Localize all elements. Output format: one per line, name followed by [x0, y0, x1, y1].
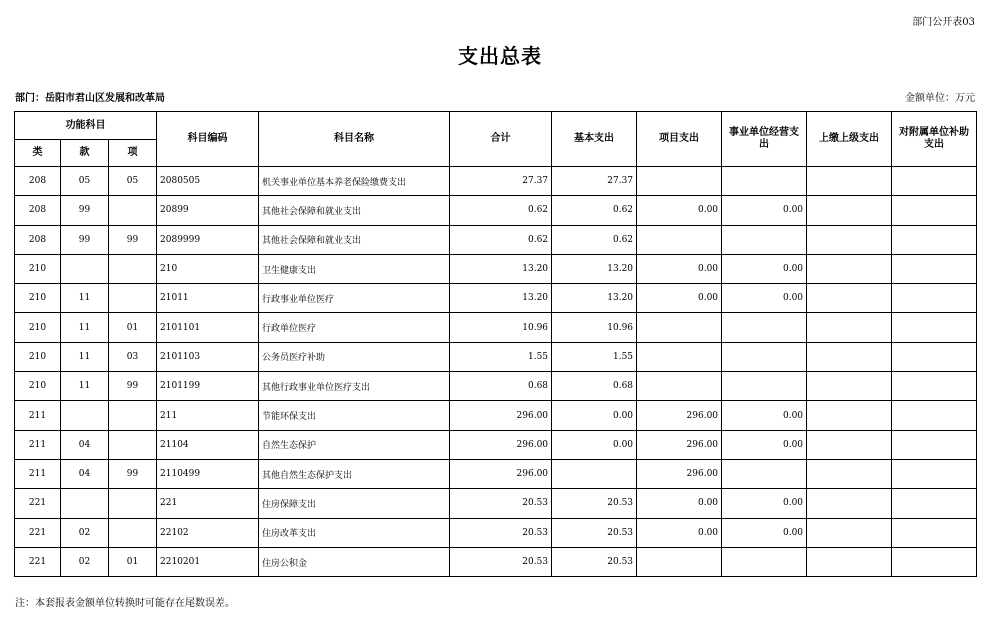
cell-upper — [807, 372, 892, 401]
cell-total: 20.53 — [450, 547, 552, 576]
cell-kuan: 99 — [61, 196, 109, 225]
cell-kuan: 05 — [61, 167, 109, 196]
table-row — [15, 342, 977, 371]
cell-code: 22102 — [157, 518, 259, 547]
cell-project: 0.00 — [637, 489, 722, 518]
header-row-1 — [15, 112, 977, 140]
col-header-xiang: 项 — [109, 140, 157, 167]
cell-basic: 0.00 — [552, 430, 637, 459]
table-row — [15, 518, 977, 547]
col-header-func-subject: 功能科目 — [15, 112, 157, 140]
cell-code: 20899 — [157, 196, 259, 225]
cell-total: 296.00 — [450, 430, 552, 459]
table-row — [15, 196, 977, 225]
cell-project: 0.00 — [637, 254, 722, 283]
cell-basic: 20.53 — [552, 547, 637, 576]
table-row — [15, 254, 977, 283]
cell-upper — [807, 284, 892, 313]
cell-lei: 211 — [15, 430, 61, 459]
cell-upper — [807, 167, 892, 196]
cell-subsidy — [892, 489, 977, 518]
cell-kuan: 04 — [61, 459, 109, 488]
cell-business — [722, 342, 807, 371]
cell-total: 0.62 — [450, 196, 552, 225]
cell-total: 0.68 — [450, 372, 552, 401]
cell-upper — [807, 547, 892, 576]
cell-code: 2101103 — [157, 342, 259, 371]
cell-total: 20.53 — [450, 489, 552, 518]
cell-name: 其他社会保障和就业支出 — [259, 196, 450, 225]
cell-business — [722, 225, 807, 254]
cell-kuan: 11 — [61, 342, 109, 371]
cell-name: 自然生态保护 — [259, 430, 450, 459]
table-row — [15, 167, 977, 196]
cell-code: 2089999 — [157, 225, 259, 254]
cell-basic: 0.62 — [552, 196, 637, 225]
cell-upper — [807, 430, 892, 459]
col-header-basic: 基本支出 — [552, 112, 637, 167]
cell-basic: 10.96 — [552, 313, 637, 342]
cell-business: 0.00 — [722, 196, 807, 225]
table-row — [15, 401, 977, 430]
cell-kuan: 11 — [61, 284, 109, 313]
cell-upper — [807, 225, 892, 254]
table-row — [15, 225, 977, 254]
cell-name: 其他社会保障和就业支出 — [259, 225, 450, 254]
col-header-upper: 上缴上级支出 — [807, 112, 892, 167]
cell-subsidy — [892, 430, 977, 459]
cell-code: 2210201 — [157, 547, 259, 576]
cell-basic: 0.62 — [552, 225, 637, 254]
cell-xiang: 99 — [109, 372, 157, 401]
cell-project — [637, 167, 722, 196]
cell-name: 住房改革支出 — [259, 518, 450, 547]
cell-project — [637, 342, 722, 371]
cell-subsidy — [892, 254, 977, 283]
cell-basic: 0.00 — [552, 401, 637, 430]
cell-code: 211 — [157, 401, 259, 430]
cell-project — [637, 547, 722, 576]
cell-total: 13.20 — [450, 254, 552, 283]
cell-xiang: 03 — [109, 342, 157, 371]
cell-upper — [807, 254, 892, 283]
cell-upper — [807, 313, 892, 342]
cell-project: 296.00 — [637, 401, 722, 430]
cell-project: 296.00 — [637, 430, 722, 459]
cell-lei: 210 — [15, 342, 61, 371]
cell-lei: 208 — [15, 167, 61, 196]
cell-project — [637, 225, 722, 254]
cell-project: 296.00 — [637, 459, 722, 488]
cell-name: 公务员医疗补助 — [259, 342, 450, 371]
cell-business: 0.00 — [722, 254, 807, 283]
cell-xiang — [109, 518, 157, 547]
amount-unit-label: 金额单位：万元 — [905, 93, 975, 104]
table-row — [15, 547, 977, 576]
cell-name: 住房保障支出 — [259, 489, 450, 518]
cell-name: 卫生健康支出 — [259, 254, 450, 283]
cell-subsidy — [892, 313, 977, 342]
cell-project: 0.00 — [637, 518, 722, 547]
cell-total: 1.55 — [450, 342, 552, 371]
cell-code: 210 — [157, 254, 259, 283]
col-header-total: 合计 — [450, 112, 552, 167]
table-row — [15, 430, 977, 459]
cell-kuan — [61, 254, 109, 283]
page-title: 支出总表 — [458, 44, 542, 68]
cell-business — [722, 167, 807, 196]
cell-code: 2080505 — [157, 167, 259, 196]
cell-basic — [552, 459, 637, 488]
cell-subsidy — [892, 372, 977, 401]
cell-xiang: 05 — [109, 167, 157, 196]
col-header-lei: 类 — [15, 140, 61, 167]
cell-upper — [807, 342, 892, 371]
cell-project: 0.00 — [637, 284, 722, 313]
cell-code: 21104 — [157, 430, 259, 459]
expenditure-table — [14, 111, 977, 577]
col-header-project: 项目支出 — [637, 112, 722, 167]
cell-code: 2101199 — [157, 372, 259, 401]
cell-lei: 221 — [15, 518, 61, 547]
cell-lei: 210 — [15, 313, 61, 342]
cell-name: 节能环保支出 — [259, 401, 450, 430]
cell-subsidy — [892, 167, 977, 196]
cell-subsidy — [892, 518, 977, 547]
cell-kuan: 11 — [61, 372, 109, 401]
col-header-code: 科目编码 — [157, 112, 259, 167]
cell-total: 0.62 — [450, 225, 552, 254]
cell-total: 296.00 — [450, 459, 552, 488]
cell-upper — [807, 518, 892, 547]
cell-subsidy — [892, 196, 977, 225]
col-header-kuan: 款 — [61, 140, 109, 167]
cell-lei: 210 — [15, 254, 61, 283]
cell-lei: 211 — [15, 459, 61, 488]
cell-upper — [807, 489, 892, 518]
cell-kuan: 02 — [61, 547, 109, 576]
cell-business: 0.00 — [722, 430, 807, 459]
cell-project — [637, 313, 722, 342]
cell-project: 0.00 — [637, 196, 722, 225]
cell-basic: 1.55 — [552, 342, 637, 371]
cell-kuan: 02 — [61, 518, 109, 547]
cell-kuan — [61, 489, 109, 518]
cell-kuan: 04 — [61, 430, 109, 459]
cell-name: 其他行政事业单位医疗支出 — [259, 372, 450, 401]
cell-lei: 211 — [15, 401, 61, 430]
cell-subsidy — [892, 459, 977, 488]
table-row — [15, 284, 977, 313]
cell-xiang — [109, 401, 157, 430]
cell-xiang — [109, 284, 157, 313]
col-header-business: 事业单位经营支出 — [722, 112, 807, 167]
cell-total: 13.20 — [450, 284, 552, 313]
cell-kuan — [61, 401, 109, 430]
cell-basic: 20.53 — [552, 489, 637, 518]
cell-basic: 13.20 — [552, 284, 637, 313]
table-row — [15, 313, 977, 342]
cell-lei: 210 — [15, 372, 61, 401]
cell-business — [722, 459, 807, 488]
cell-business: 0.00 — [722, 401, 807, 430]
cell-xiang: 01 — [109, 313, 157, 342]
cell-xiang: 01 — [109, 547, 157, 576]
table-row — [15, 372, 977, 401]
cell-name: 行政事业单位医疗 — [259, 284, 450, 313]
cell-upper — [807, 196, 892, 225]
cell-xiang — [109, 254, 157, 283]
cell-upper — [807, 401, 892, 430]
cell-total: 296.00 — [450, 401, 552, 430]
cell-xiang — [109, 196, 157, 225]
cell-basic: 20.53 — [552, 518, 637, 547]
cell-subsidy — [892, 284, 977, 313]
col-header-name: 科目名称 — [259, 112, 450, 167]
cell-basic: 0.68 — [552, 372, 637, 401]
cell-kuan: 11 — [61, 313, 109, 342]
cell-lei: 210 — [15, 284, 61, 313]
cell-business — [722, 547, 807, 576]
cell-business: 0.00 — [722, 284, 807, 313]
cell-upper — [807, 459, 892, 488]
cell-subsidy — [892, 342, 977, 371]
footnote: 注：本套报表金额单位转换时可能存在尾数误差。 — [15, 598, 235, 609]
cell-basic: 27.37 — [552, 167, 637, 196]
cell-name: 住房公积金 — [259, 547, 450, 576]
cell-basic: 13.20 — [552, 254, 637, 283]
cell-xiang: 99 — [109, 225, 157, 254]
cell-kuan: 99 — [61, 225, 109, 254]
cell-project — [637, 372, 722, 401]
cell-total: 27.37 — [450, 167, 552, 196]
cell-code: 2110499 — [157, 459, 259, 488]
cell-business: 0.00 — [722, 489, 807, 518]
cell-total: 10.96 — [450, 313, 552, 342]
cell-xiang — [109, 430, 157, 459]
table-body — [15, 167, 977, 577]
cell-xiang — [109, 489, 157, 518]
cell-subsidy — [892, 401, 977, 430]
cell-xiang: 99 — [109, 459, 157, 488]
cell-business — [722, 313, 807, 342]
cell-total: 20.53 — [450, 518, 552, 547]
cell-name: 机关事业单位基本养老保险缴费支出 — [259, 167, 450, 196]
table-row — [15, 489, 977, 518]
cell-lei: 208 — [15, 225, 61, 254]
cell-name: 其他自然生态保护支出 — [259, 459, 450, 488]
cell-business — [722, 372, 807, 401]
table-row — [15, 459, 977, 488]
cell-code: 2101101 — [157, 313, 259, 342]
cell-lei: 208 — [15, 196, 61, 225]
form-number: 部门公开表03 — [912, 17, 975, 28]
cell-code: 21011 — [157, 284, 259, 313]
cell-business: 0.00 — [722, 518, 807, 547]
cell-subsidy — [892, 225, 977, 254]
cell-code: 221 — [157, 489, 259, 518]
col-header-subsidy: 对附属单位补助支出 — [892, 112, 977, 167]
cell-name: 行政单位医疗 — [259, 313, 450, 342]
cell-subsidy — [892, 547, 977, 576]
cell-lei: 221 — [15, 547, 61, 576]
department-label: 部门：岳阳市君山区发展和改革局 — [15, 93, 165, 104]
cell-lei: 221 — [15, 489, 61, 518]
